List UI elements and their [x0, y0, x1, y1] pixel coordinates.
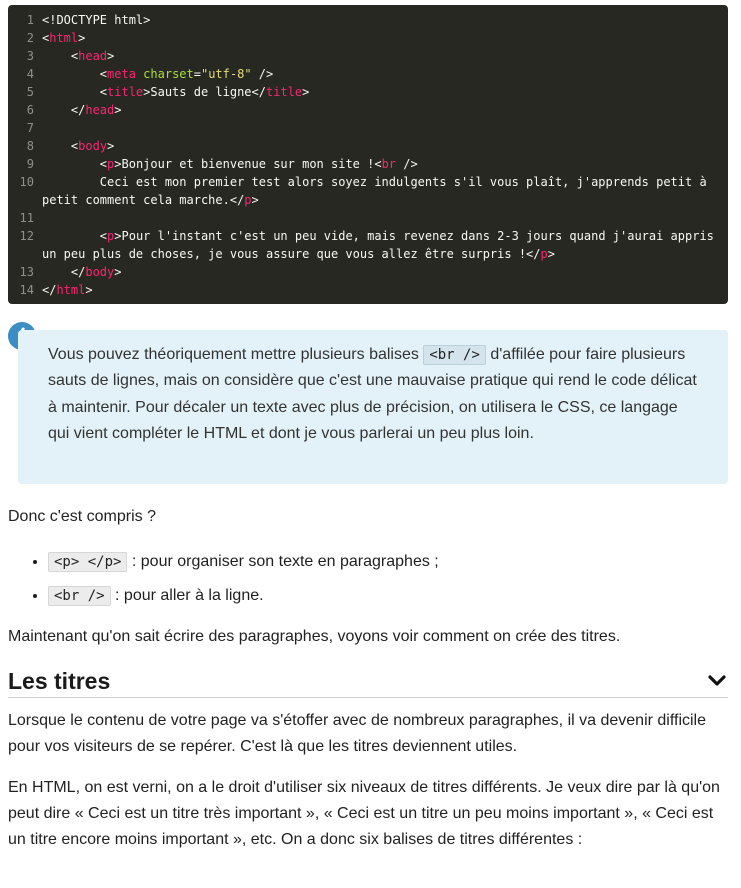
code-token: < [42, 67, 108, 81]
code-token: body [85, 265, 115, 279]
code-token: charset [143, 67, 194, 81]
code-token: >Bonjour et bienvenue sur mon site !< [114, 157, 382, 171]
code-token: < [42, 139, 79, 153]
code-token: p [244, 193, 252, 207]
line-content [42, 83, 728, 101]
line-content [42, 119, 728, 137]
section-header[interactable] [8, 664, 728, 698]
code-token: head [85, 103, 115, 117]
line-content [42, 137, 728, 155]
code-token: > [251, 193, 259, 207]
code-token: > [547, 247, 555, 261]
list-item-text: : pour aller à la ligne. [110, 587, 264, 604]
line-number: 11 [19, 211, 34, 225]
code-line [8, 137, 728, 155]
line-content [42, 173, 728, 209]
code-token: </ [42, 283, 57, 297]
info-note [18, 330, 728, 484]
code-token: br [381, 157, 397, 171]
code-line [8, 227, 728, 263]
code-token: <!DOCTYPE html> [42, 13, 151, 27]
line-number: 9 [26, 157, 34, 171]
code-line [8, 209, 728, 227]
code-token: head [78, 49, 108, 63]
code-line [8, 263, 728, 281]
code-token: < [42, 157, 108, 171]
line-content [42, 263, 728, 281]
line-number: 12 [19, 229, 34, 243]
info-text-before: Vous pouvez théoriquement mettre plusieurs balises [48, 346, 424, 363]
line-content [42, 47, 728, 65]
line-number: 7 [26, 121, 34, 135]
code-line [8, 119, 728, 137]
code-token: > [85, 283, 93, 297]
chevron-down-icon[interactable] [708, 674, 726, 688]
info-text-after: d'affilée pour faire plusieurs sauts de lignes, mais on considère que c'est une mauvaise pratique qui rend le code délicat à maintenir. Pour décaler un texte avec plus de précision, on utilisera le CSS, ce langage qui vient compléter le HTML et dont je vous parlerai un peu plus loin. [48, 346, 697, 442]
line-content [42, 209, 728, 227]
code-token: >Pour l'instant c'est un peu vide, mais revenez dans 2-3 jours quand j'aurai appris un peu plus de choses, je vous assure que vous allez être surpris !</ [42, 229, 722, 261]
code-token: > [107, 49, 115, 63]
line-number: 13 [19, 265, 34, 279]
line-number: 5 [26, 85, 34, 99]
section-paragraph-2: En HTML, on est verni, on a le droit d'utiliser six niveaux de titres différents. Je veux dire par là qu'on peut dire « Ceci est un titre très important », « Ceci est un titre un peu moins important », « Ceci est un titre encore moins important », etc. On a donc six balises de titres différentes : [8, 779, 720, 848]
code-token: = [193, 67, 201, 81]
code-block [8, 5, 728, 304]
summary-list [8, 545, 439, 613]
code-token: </ [42, 103, 86, 117]
list-item-code: <br /> [48, 586, 111, 606]
line-number: 2 [26, 31, 34, 45]
list-item-text: : pour organiser son texte en paragraphes ; [127, 553, 439, 570]
code-line [8, 29, 728, 47]
code-token: title [107, 85, 144, 99]
line-number: 8 [26, 139, 34, 153]
section-title: Les titres [8, 668, 111, 694]
code-token: /> [251, 67, 274, 81]
line-number: 14 [19, 283, 34, 297]
line-content [42, 29, 728, 47]
code-token: title [265, 85, 303, 99]
code-line [8, 155, 728, 173]
code-token: >Sauts de ligne</ [143, 85, 266, 99]
code-token: > [114, 265, 122, 279]
code-token: < [42, 229, 108, 243]
code-token: p [107, 229, 115, 243]
code-token: meta [107, 67, 136, 81]
info-inline-code: <br /> [423, 345, 486, 365]
code-token: p [540, 247, 548, 261]
code-line [8, 65, 728, 83]
code-token: > [107, 139, 115, 153]
line-number: 10 [19, 175, 34, 189]
list-item [48, 579, 439, 613]
code-token: > [302, 85, 310, 99]
line-content [42, 101, 728, 119]
code-token: </ [42, 265, 86, 279]
line-content [42, 155, 728, 173]
list-item-code: <p> </p> [48, 552, 127, 572]
transition-paragraph: Maintenant qu'on sait écrire des paragraphes, voyons voir comment on crée des titres. [8, 628, 621, 645]
code-token: < [42, 31, 50, 45]
code-line [8, 281, 728, 299]
code-token: < [42, 85, 108, 99]
line-number: 3 [26, 49, 34, 63]
code-token: Ceci est mon premier test alors soyez indulgents s'il vous plaît, j'apprends petit à petit comment cela marche.</ [42, 175, 714, 207]
code-token: < [42, 49, 79, 63]
code-line [8, 173, 728, 209]
line-number: 4 [26, 67, 34, 81]
list-item [48, 545, 439, 579]
code-token: html [49, 31, 79, 45]
code-token: > [78, 31, 86, 45]
code-token: html [56, 283, 86, 297]
code-token: /> [396, 157, 418, 171]
line-number: 1 [26, 13, 34, 27]
code-line [8, 47, 728, 65]
line-number: 6 [26, 103, 34, 117]
code-line [8, 83, 728, 101]
line-content [42, 65, 728, 83]
section-paragraph-1: Lorsque le contenu de votre page va s'étoffer avec de nombreux paragraphes, il va devenir difficile pour vos visiteurs de se repérer. C'est là que les titres deviennent utiles. [8, 712, 707, 755]
summary-intro: Donc c'est compris ? [8, 508, 156, 525]
code-line [8, 101, 728, 119]
line-content [42, 281, 728, 299]
line-content [42, 227, 728, 263]
code-line [8, 11, 728, 29]
code-token: body [78, 139, 108, 153]
code-token: > [114, 103, 122, 117]
line-content [42, 11, 728, 29]
code-token: "utf-8" [200, 67, 252, 81]
code-token: p [107, 157, 115, 171]
